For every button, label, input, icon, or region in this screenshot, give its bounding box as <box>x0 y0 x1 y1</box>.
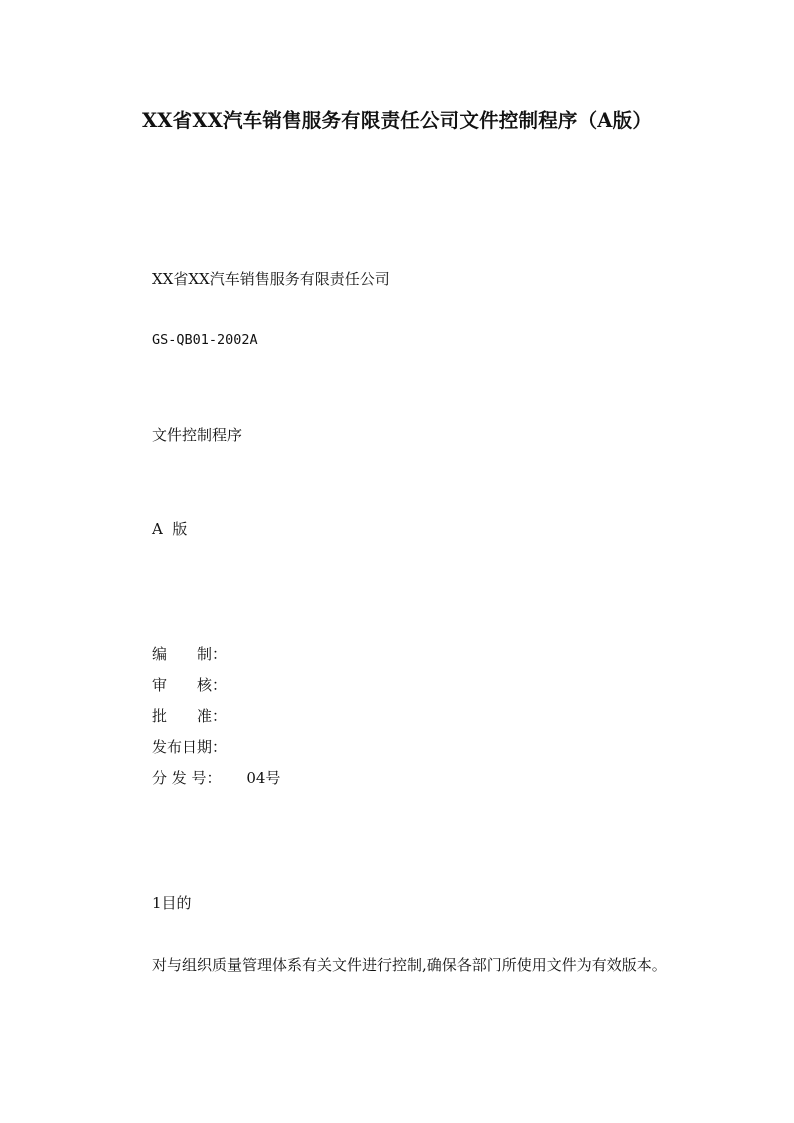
document-name: 文件控制程序 <box>152 426 243 444</box>
issue-number-label: 分 发 号： <box>152 769 222 787</box>
issue-number-field <box>152 767 280 788</box>
document-code: GS-QB01-2002A <box>152 332 258 348</box>
section-heading: 1目的 <box>152 894 192 912</box>
compile-field <box>152 643 227 664</box>
section-body: 对与组织质量管理体系有关文件进行控制,确保各部门所使用文件为有效版本。 <box>152 956 667 974</box>
document-title: XX省XX汽车销售服务有限责任公司文件控制程序（A版） <box>141 109 653 132</box>
review-field <box>152 674 227 695</box>
company-name: XX省XX汽车销售服务有限责任公司 <box>152 270 390 288</box>
compile-label: 编 制： <box>152 645 228 663</box>
review-label: 审 核： <box>152 676 228 694</box>
release-date-label: 发布日期： <box>152 738 228 756</box>
release-date-field <box>152 736 227 757</box>
issue-number-value: 04号 <box>246 769 281 787</box>
approve-label: 批 准： <box>152 707 228 725</box>
approve-field <box>152 705 227 726</box>
document-version: A 版 <box>152 520 188 538</box>
